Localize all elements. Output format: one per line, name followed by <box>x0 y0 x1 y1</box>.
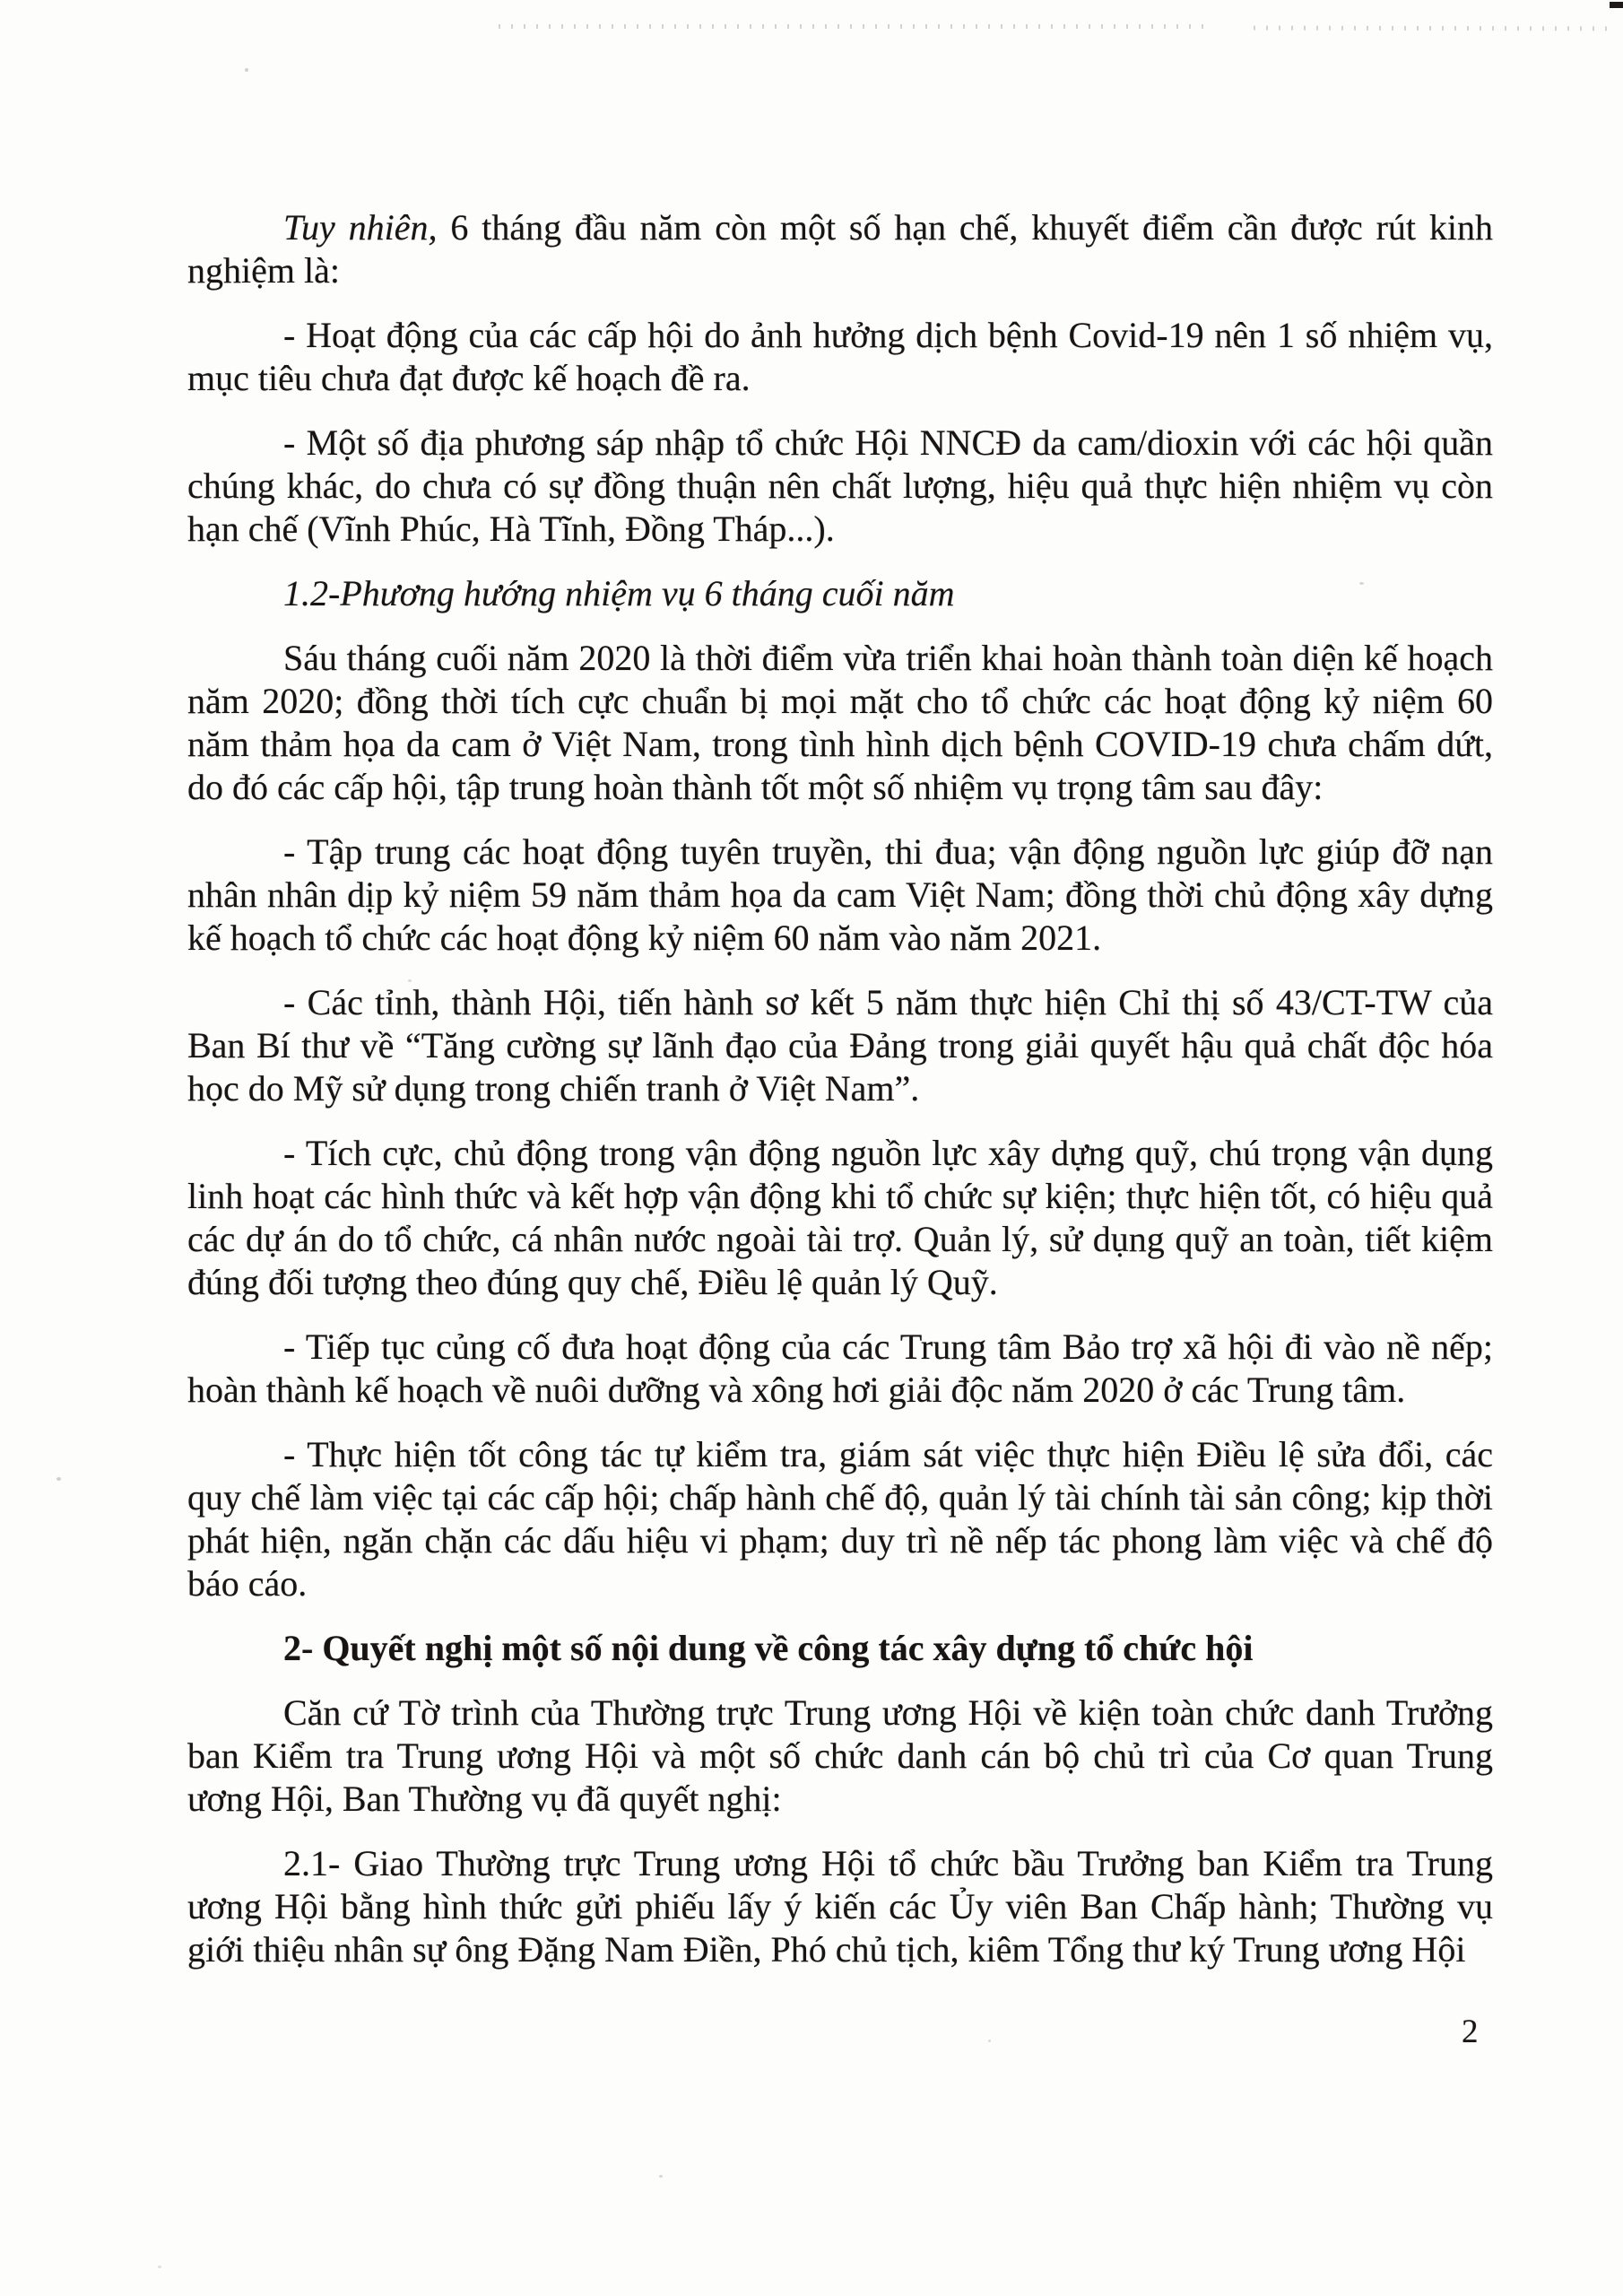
bullet-propaganda-activities: - Tập trung các hoạt động tuyên truyền, thi đua; vận động nguồn lực giúp đỡ nạn nhân nhân dịp kỷ niệm 59 năm thảm họa da cam Việt Nam; đồng thời chủ động xây dựng kế hoạch tổ chức các hoạt động kỷ niệm 60 năm vào năm 2021. <box>187 831 1493 958</box>
bullet-covid-impact: - Hoạt động của các cấp hội do ảnh hưởng dịch bệnh Covid-19 nên 1 số nhiệm vụ, mục tiêu chưa đạt được kế hoạch đề ra. <box>187 315 1493 398</box>
scan-speck <box>158 2266 161 2268</box>
scan-speck <box>245 68 248 72</box>
scan-speck <box>659 2175 663 2178</box>
bullet-merger-issues: - Một số địa phương sáp nhập tổ chức Hội NNCĐ da cam/dioxin với các hội quần chúng khác, do chưa có sự đồng thuận nên chất lượng, hiệu quả thực hiện nhiệm vụ còn hạn chế (Vĩnh Phúc, Hà Tĩnh, Đồng Tháp...). <box>187 422 1493 549</box>
bullet-fund-mobilization: - Tích cực, chủ động trong vận động nguồn lực xây dựng quỹ, chú trọng vận dụng linh hoạt các hình thức và kết hợp vận động khi tổ chức sự kiện; thực hiện tốt, có hiệu quả các dự án do tổ chức, cá nhân nước ngoài tài trợ. Quản lý, sử dụng quỹ an toàn, tiết kiệm đúng đối tượng theo đúng quy chế, Điều lệ quản lý Quỹ. <box>187 1133 1493 1302</box>
page-number: 2 <box>1462 2013 1479 2050</box>
bullet-directive-43: - Các tỉnh, thành Hội, tiến hành sơ kết 5 năm thực hiện Chỉ thị số 43/CT-TW của Ban Bí thư về “Tăng cường sự lãnh đạo của Đảng trong giải quyết hậu quả chất độc hóa học do Mỹ sử dụng trong chiến tranh ở Việt Nam”. <box>187 982 1493 1109</box>
paragraph-intro <box>187 206 1493 292</box>
scan-corner-mark <box>1610 2 1623 8</box>
intro-lead-italic: Tuy nhiên, <box>283 207 438 248</box>
scan-speck <box>56 1477 61 1481</box>
bullet-care-centers: - Tiếp tục củng cố đưa hoạt động của các Trung tâm Bảo trợ xã hội đi vào nề nếp; hoàn thành kế hoạch về nuôi dưỡng và xông hơi giải độc năm 2020 ở các Trung tâm. <box>187 1326 1493 1410</box>
paragraph-six-months-plan: Sáu tháng cuối năm 2020 là thời điểm vừa triển khai hoàn thành toàn diện kế hoạch năm 2020; đồng thời tích cực chuẩn bị mọi mặt cho tổ chức các hoạt động kỷ niệm 60 năm thảm họa da cam ở Việt Nam, trong tình hình dịch bệnh COVID-19 chưa chấm dứt, do đó các cấp hội, tập trung hoàn thành tốt một số nhiệm vụ trọng tâm sau đây: <box>187 638 1493 807</box>
section-heading-2: 2- Quyết nghị một số nội dung về công tác xây dựng tổ chức hội <box>283 1628 1254 1668</box>
document-body <box>187 206 1493 1993</box>
paragraph-can-cu: Căn cứ Tờ trình của Thường trực Trung ương Hội về kiện toàn chức danh Trưởng ban Kiểm tra Trung ương Hội và một số chức danh cán bộ chủ trì của Cơ quan Trung ương Hội, Ban Thường vụ đã quyết nghị: <box>187 1692 1493 1819</box>
scan-noise-band <box>1254 26 1610 31</box>
scan-noise-band <box>499 24 1207 29</box>
scan-speck <box>988 2039 991 2042</box>
paragraph-2-1: 2.1- Giao Thường trực Trung ương Hội tổ chức bầu Trưởng ban Kiểm tra Trung ương Hội bằng hình thức gửi phiếu lấy ý kiến các Ủy viên Ban Chấp hành; Thường vụ giới thiệu nhân sự ông Đặng Nam Điền, Phó chủ tịch, kiêm Tổng thư ký Trung ương Hội <box>187 1843 1493 1970</box>
bullet-self-inspection: - Thực hiện tốt công tác tự kiểm tra, giám sát việc thực hiện Điều lệ sửa đổi, các quy chế làm việc tại các cấp hội; chấp hành chế độ, quản lý tài chính tài sản công; kịp thời phát hiện, ngăn chặn các dấu hiệu vi phạm; duy trì nề nếp tác phong làm việc và chế độ báo cáo. <box>187 1434 1493 1604</box>
section-heading-1-2: 1.2-Phương hướng nhiệm vụ 6 tháng cuối năm <box>283 573 955 613</box>
intro-rest: 6 tháng đầu năm còn một số hạn chế, khuyết điểm cần được rút kinh nghiệm là: <box>187 207 1493 291</box>
